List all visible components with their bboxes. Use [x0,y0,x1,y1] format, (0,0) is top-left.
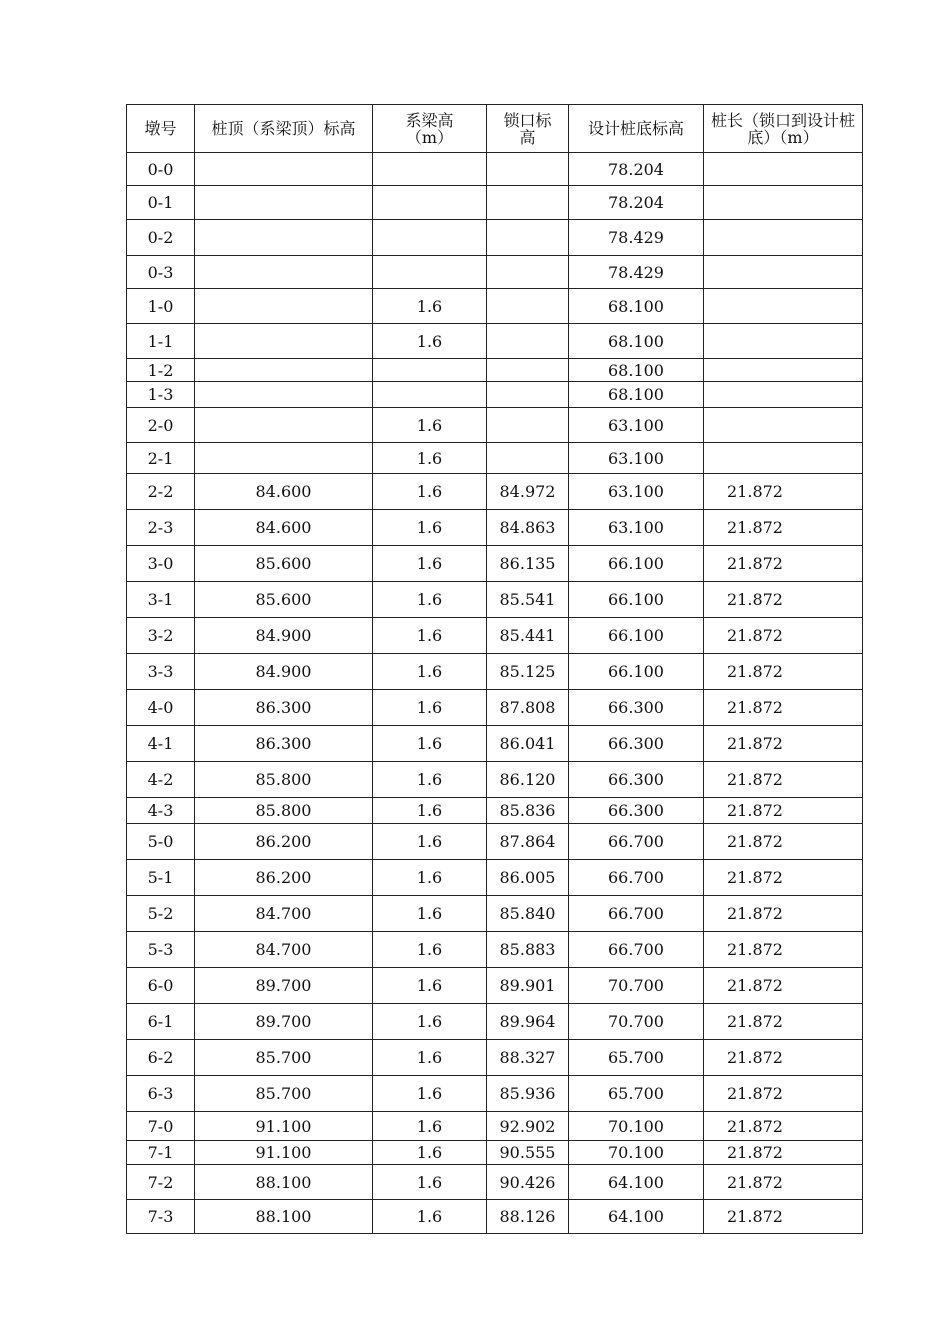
header-collar-elevation: 锁口标高 [487,105,569,153]
cell-pile-top: 84.900 [195,618,373,654]
cell-pile-top [195,220,373,256]
cell-beam-height: 1.6 [373,1141,487,1165]
cell-bottom: 66.300 [569,726,704,762]
cell-beam-height: 1.6 [373,762,487,798]
cell-pier: 2-2 [127,474,195,510]
cell-beam-height: 1.6 [373,654,487,690]
cell-pier: 5-2 [127,896,195,932]
table-row [127,690,863,726]
cell-pier: 5-3 [127,932,195,968]
cell-pile-top: 86.300 [195,690,373,726]
table-row [127,324,863,359]
cell-pile-top: 85.600 [195,546,373,582]
cell-bottom: 66.300 [569,762,704,798]
header-pile-length: 桩长（锁口到设计桩底）（m） [704,105,863,153]
cell-length [704,359,863,382]
cell-beam-height: 1.6 [373,582,487,618]
cell-length: 21.872 [704,1040,863,1076]
cell-pier: 2-1 [127,443,195,474]
cell-length [704,408,863,443]
table-row [127,618,863,654]
cell-beam-height: 1.6 [373,932,487,968]
cell-length: 21.872 [704,474,863,510]
cell-collar: 85.936 [487,1076,569,1112]
cell-beam-height: 1.6 [373,1112,487,1141]
cell-pile-top: 84.700 [195,932,373,968]
cell-length: 21.872 [704,618,863,654]
cell-bottom: 68.100 [569,324,704,359]
cell-beam-height [373,359,487,382]
cell-length: 21.872 [704,1112,863,1141]
cell-pier: 2-0 [127,408,195,443]
cell-pile-top [195,324,373,359]
cell-bottom: 63.100 [569,510,704,546]
cell-pier: 5-1 [127,860,195,896]
cell-length: 21.872 [704,1141,863,1165]
table-row [127,726,863,762]
cell-beam-height: 1.6 [373,726,487,762]
cell-collar [487,256,569,289]
cell-bottom: 66.300 [569,798,704,824]
cell-pier: 7-3 [127,1200,195,1234]
cell-pier: 0-3 [127,256,195,289]
cell-beam-height: 1.6 [373,968,487,1004]
cell-pile-top [195,186,373,220]
header-beam-height: 系梁高（m） [373,105,487,153]
table-row [127,968,863,1004]
table-row [127,860,863,896]
table-row [127,1040,863,1076]
cell-beam-height: 1.6 [373,1040,487,1076]
cell-pile-top: 89.700 [195,1004,373,1040]
cell-bottom: 66.700 [569,932,704,968]
table-row [127,762,863,798]
cell-pile-top: 88.100 [195,1200,373,1234]
cell-bottom: 64.100 [569,1165,704,1200]
cell-length [704,324,863,359]
cell-beam-height: 1.6 [373,546,487,582]
cell-length: 21.872 [704,726,863,762]
header-row [127,105,863,153]
cell-pile-top: 88.100 [195,1165,373,1200]
cell-bottom: 66.100 [569,546,704,582]
cell-length [704,153,863,186]
cell-length [704,220,863,256]
cell-length: 21.872 [704,896,863,932]
table-row [127,546,863,582]
cell-pile-top: 86.300 [195,726,373,762]
cell-pier: 1-2 [127,359,195,382]
cell-collar: 85.441 [487,618,569,654]
cell-length [704,443,863,474]
cell-pier: 7-0 [127,1112,195,1141]
cell-collar [487,443,569,474]
cell-collar: 85.840 [487,896,569,932]
cell-length: 21.872 [704,860,863,896]
cell-pier: 0-0 [127,153,195,186]
cell-collar: 85.541 [487,582,569,618]
table-row [127,582,863,618]
cell-length: 21.872 [704,1165,863,1200]
cell-beam-height: 1.6 [373,474,487,510]
cell-bottom: 66.300 [569,690,704,726]
cell-beam-height: 1.6 [373,896,487,932]
cell-pier: 4-2 [127,762,195,798]
table-row [127,474,863,510]
cell-beam-height [373,186,487,220]
cell-bottom: 66.100 [569,618,704,654]
cell-length [704,382,863,408]
cell-collar: 84.972 [487,474,569,510]
table-row [127,153,863,186]
cell-pile-top: 84.900 [195,654,373,690]
cell-collar: 90.426 [487,1165,569,1200]
cell-collar: 85.836 [487,798,569,824]
cell-beam-height: 1.6 [373,443,487,474]
table-row [127,1076,863,1112]
cell-collar: 88.126 [487,1200,569,1234]
cell-beam-height: 1.6 [373,1200,487,1234]
cell-length: 21.872 [704,690,863,726]
table-row [127,1004,863,1040]
cell-length [704,256,863,289]
cell-bottom: 63.100 [569,474,704,510]
cell-pile-top [195,359,373,382]
table-row [127,510,863,546]
cell-collar [487,186,569,220]
table-row [127,408,863,443]
cell-collar: 87.808 [487,690,569,726]
cell-collar [487,220,569,256]
cell-collar: 85.883 [487,932,569,968]
cell-pier: 5-0 [127,824,195,860]
header-bottom-elevation: 设计桩底标高 [569,105,704,153]
cell-collar: 84.863 [487,510,569,546]
cell-pile-top [195,382,373,408]
table-row [127,443,863,474]
cell-pile-top: 85.700 [195,1040,373,1076]
cell-pier: 3-2 [127,618,195,654]
cell-pier: 3-1 [127,582,195,618]
cell-pier: 1-0 [127,289,195,324]
cell-bottom: 66.700 [569,824,704,860]
cell-beam-height: 1.6 [373,860,487,896]
cell-beam-height [373,220,487,256]
cell-collar [487,153,569,186]
cell-pier: 3-0 [127,546,195,582]
cell-beam-height: 1.6 [373,690,487,726]
cell-collar [487,382,569,408]
cell-pile-top: 86.200 [195,824,373,860]
header-pier: 墩号 [127,105,195,153]
cell-pile-top [195,153,373,186]
table-row [127,256,863,289]
cell-length: 21.872 [704,654,863,690]
cell-collar: 88.327 [487,1040,569,1076]
cell-bottom: 66.100 [569,654,704,690]
cell-beam-height: 1.6 [373,324,487,359]
cell-pile-top: 89.700 [195,968,373,1004]
cell-pile-top [195,289,373,324]
cell-beam-height [373,256,487,289]
cell-pile-top [195,443,373,474]
cell-beam-height: 1.6 [373,1076,487,1112]
cell-bottom: 70.700 [569,968,704,1004]
cell-pier: 0-1 [127,186,195,220]
cell-length: 21.872 [704,582,863,618]
cell-beam-height: 1.6 [373,289,487,324]
cell-collar: 89.901 [487,968,569,1004]
cell-pile-top: 91.100 [195,1141,373,1165]
cell-pier: 0-2 [127,220,195,256]
cell-pier: 4-1 [127,726,195,762]
cell-pile-top: 84.600 [195,474,373,510]
cell-collar: 86.120 [487,762,569,798]
cell-beam-height: 1.6 [373,1165,487,1200]
cell-collar: 86.041 [487,726,569,762]
cell-length: 21.872 [704,932,863,968]
cell-length [704,186,863,220]
cell-pier: 3-3 [127,654,195,690]
cell-length: 21.872 [704,824,863,860]
cell-pile-top [195,408,373,443]
cell-beam-height: 1.6 [373,824,487,860]
cell-collar: 92.902 [487,1112,569,1141]
cell-pier: 2-3 [127,510,195,546]
cell-collar: 86.135 [487,546,569,582]
cell-collar: 87.864 [487,824,569,860]
cell-pier: 7-2 [127,1165,195,1200]
table-row [127,1165,863,1200]
table-row [127,289,863,324]
table-row [127,1200,863,1234]
cell-collar [487,324,569,359]
cell-bottom: 68.100 [569,382,704,408]
cell-bottom: 78.204 [569,153,704,186]
cell-pier: 7-1 [127,1141,195,1165]
table-row [127,382,863,408]
cell-collar: 86.005 [487,860,569,896]
cell-length: 21.872 [704,1004,863,1040]
cell-length: 21.872 [704,762,863,798]
cell-beam-height: 1.6 [373,1004,487,1040]
table-row [127,896,863,932]
cell-collar [487,289,569,324]
cell-pile-top: 84.600 [195,510,373,546]
table-row [127,1112,863,1141]
cell-collar: 85.125 [487,654,569,690]
cell-bottom: 70.100 [569,1141,704,1165]
table-row [127,824,863,860]
cell-bottom: 70.700 [569,1004,704,1040]
cell-bottom: 78.204 [569,186,704,220]
cell-pier: 6-3 [127,1076,195,1112]
cell-pier: 1-1 [127,324,195,359]
cell-bottom: 78.429 [569,220,704,256]
cell-pile-top: 85.700 [195,1076,373,1112]
cell-bottom: 68.100 [569,289,704,324]
cell-length: 21.872 [704,968,863,1004]
cell-length: 21.872 [704,546,863,582]
cell-collar [487,408,569,443]
cell-length: 21.872 [704,1200,863,1234]
cell-beam-height: 1.6 [373,618,487,654]
cell-bottom: 66.100 [569,582,704,618]
cell-pile-top: 86.200 [195,860,373,896]
cell-length [704,289,863,324]
cell-bottom: 66.700 [569,860,704,896]
cell-bottom: 65.700 [569,1076,704,1112]
cell-beam-height [373,382,487,408]
table-row [127,654,863,690]
table-row [127,932,863,968]
cell-pier: 6-1 [127,1004,195,1040]
cell-pile-top: 91.100 [195,1112,373,1141]
cell-length: 21.872 [704,510,863,546]
cell-pier: 6-2 [127,1040,195,1076]
cell-collar: 89.964 [487,1004,569,1040]
cell-bottom: 63.100 [569,443,704,474]
cell-bottom: 78.429 [569,256,704,289]
cell-bottom: 68.100 [569,359,704,382]
cell-pier: 6-0 [127,968,195,1004]
cell-beam-height [373,153,487,186]
pile-table [126,104,863,1234]
cell-collar [487,359,569,382]
cell-pile-top: 85.800 [195,798,373,824]
cell-bottom: 65.700 [569,1040,704,1076]
cell-pile-top [195,256,373,289]
table-row [127,186,863,220]
cell-beam-height: 1.6 [373,408,487,443]
table-row [127,359,863,382]
cell-beam-height: 1.6 [373,510,487,546]
cell-bottom: 70.100 [569,1112,704,1141]
cell-pier: 4-0 [127,690,195,726]
cell-pier: 4-3 [127,798,195,824]
cell-pile-top: 85.800 [195,762,373,798]
cell-pile-top: 85.600 [195,582,373,618]
cell-length: 21.872 [704,1076,863,1112]
cell-pile-top: 84.700 [195,896,373,932]
table-row [127,1141,863,1165]
table-row [127,220,863,256]
cell-bottom: 64.100 [569,1200,704,1234]
table-body [127,153,863,1234]
cell-collar: 90.555 [487,1141,569,1165]
header-pile-top-elevation: 桩顶（系梁顶）标高 [195,105,373,153]
cell-pier: 1-3 [127,382,195,408]
cell-bottom: 63.100 [569,408,704,443]
table-row [127,798,863,824]
cell-length: 21.872 [704,798,863,824]
cell-beam-height: 1.6 [373,798,487,824]
cell-bottom: 66.700 [569,896,704,932]
